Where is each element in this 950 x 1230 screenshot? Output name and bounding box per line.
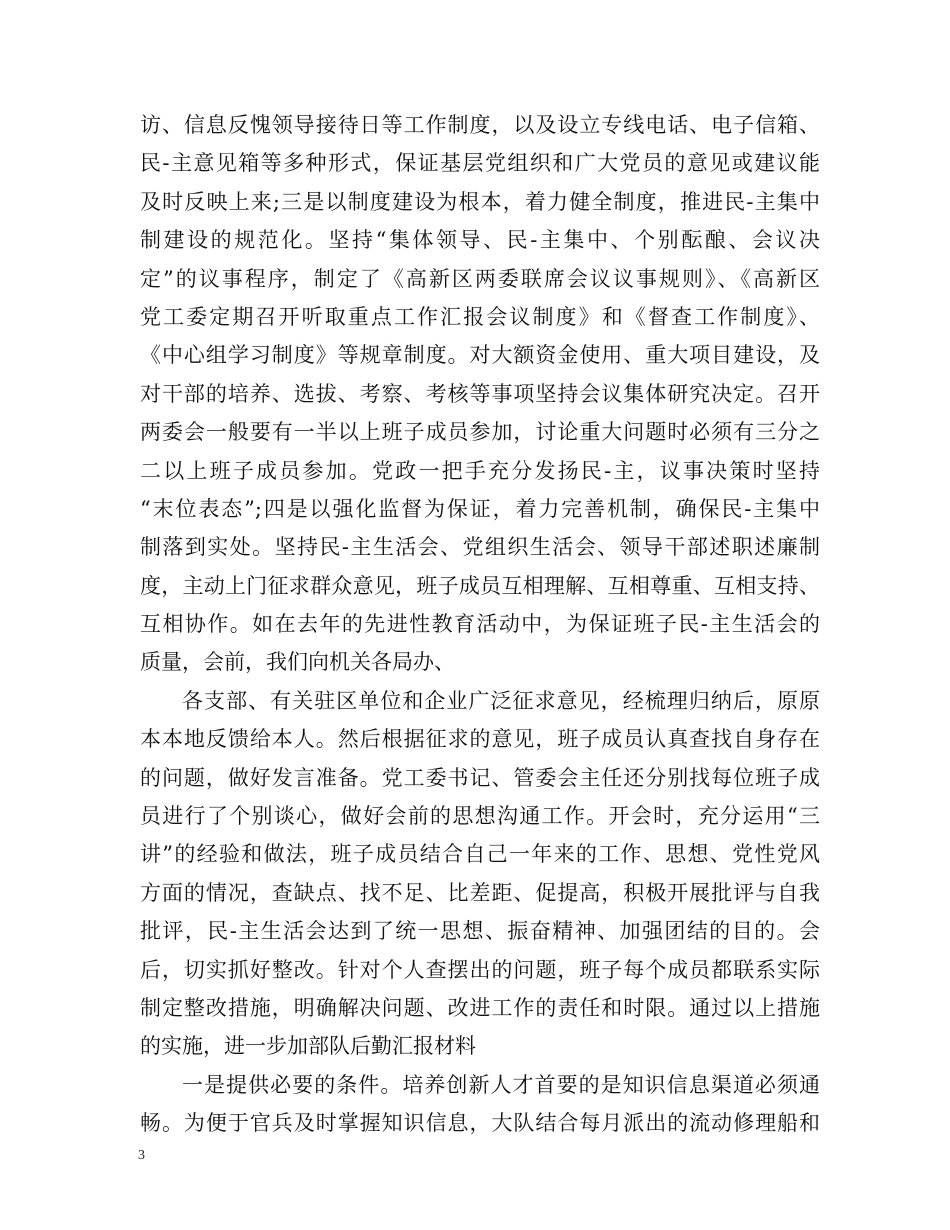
text-line: 对干部的培养、选拔、考察、考核等事项坚持会议集体研究决定。召开 [140, 381, 820, 406]
text-line: 及时反映上来;三是以制度建设为根本，着力健全制度，推进民-主集中 [140, 189, 820, 214]
text-line: 批评，民-主生活会达到了统一思想、振奋精神、加强团结的目的。会 [140, 919, 820, 944]
text-line: 二以上班子成员参加。党政一把手充分发扬民-主，议事决策时坚持 [140, 458, 820, 483]
paragraph-start-line: 一是提供必要的条件。培养创新人才首要的是知识信息渠道必须通 [182, 1072, 820, 1097]
text-line: 党工委定期召开听取重点工作汇报会议制度》和《督查工作制度》、 [140, 304, 820, 329]
paragraph-start-line: 各支部、有关驻区单位和企业广泛征求意见，经梳理归纳后，原原 [182, 688, 820, 713]
text-line: 讲”的经验和做法，班子成员结合自己一年来的工作、思想、党性党风 [140, 842, 820, 867]
text-line: 访、信息反愧领导接待日等工作制度，以及设立专线电话、电子信箱、 [140, 113, 820, 137]
page-number: 3 [138, 1148, 145, 1163]
text-line: 互相协作。如在去年的先进性教育活动中，为保证班子民-主生活会的 [140, 612, 820, 637]
text-line: 制定整改措施，明确解决问题、改进工作的责任和时限。通过以上措施 [140, 995, 820, 1020]
text-line: 制落到实处。坚持民-主生活会、党组织生活会、领导干部述职述廉制 [140, 535, 820, 560]
text-line: 民-主意见箱等多种形式，保证基层党组织和广大党员的意见或建议能 [140, 151, 820, 176]
text-line: 畅。为便于官兵及时掌握知识信息，大队结合每月派出的流动修理船和 [140, 1111, 820, 1136]
text-line: 员进行了个别谈心，做好会前的思想沟通工作。开会时，充分运用“三 [140, 804, 820, 829]
text-line: 《中心组学习制度》等规章制度。对大额资金使用、重大项目建设，及 [140, 343, 820, 368]
text-line: 的问题，做好发言准备。党工委书记、管委会主任还分别找每位班子成 [140, 765, 820, 790]
text-line: 质量，会前，我们向机关各局办、 [140, 650, 455, 675]
text-line: “末位表态”;四是以强化监督为保证，着力完善机制，确保民-主集中 [140, 496, 820, 521]
text-line: 的实施，进一步加部队后勤汇报材料 [140, 1034, 476, 1059]
body-text [140, 106, 820, 1143]
text-line: 两委会一般要有一半以上班子成员参加，讨论重大问题时必须有三分之 [140, 420, 820, 445]
text-line: 度，主动上门征求群众意见，班子成员互相理解、互相尊重、互相支持、 [140, 573, 820, 598]
text-line: 方面的情况，查缺点、找不足、比差距、促提高，积极开展批评与自我 [140, 880, 820, 905]
text-line: 本本地反馈给本人。然后根据征求的意见，班子成员认真查找自身存在 [140, 727, 820, 752]
text-line: 制建设的规范化。坚持“集体领导、民-主集中、个别酝酿、会议决 [140, 228, 820, 253]
text-line: 后，切实抓好整改。针对个人查摆出的问题，班子每个成员都联系实际 [140, 957, 820, 982]
text-line: 定”的议事程序，制定了《高新区两委联席会议议事规则》、《高新区 [140, 266, 820, 291]
